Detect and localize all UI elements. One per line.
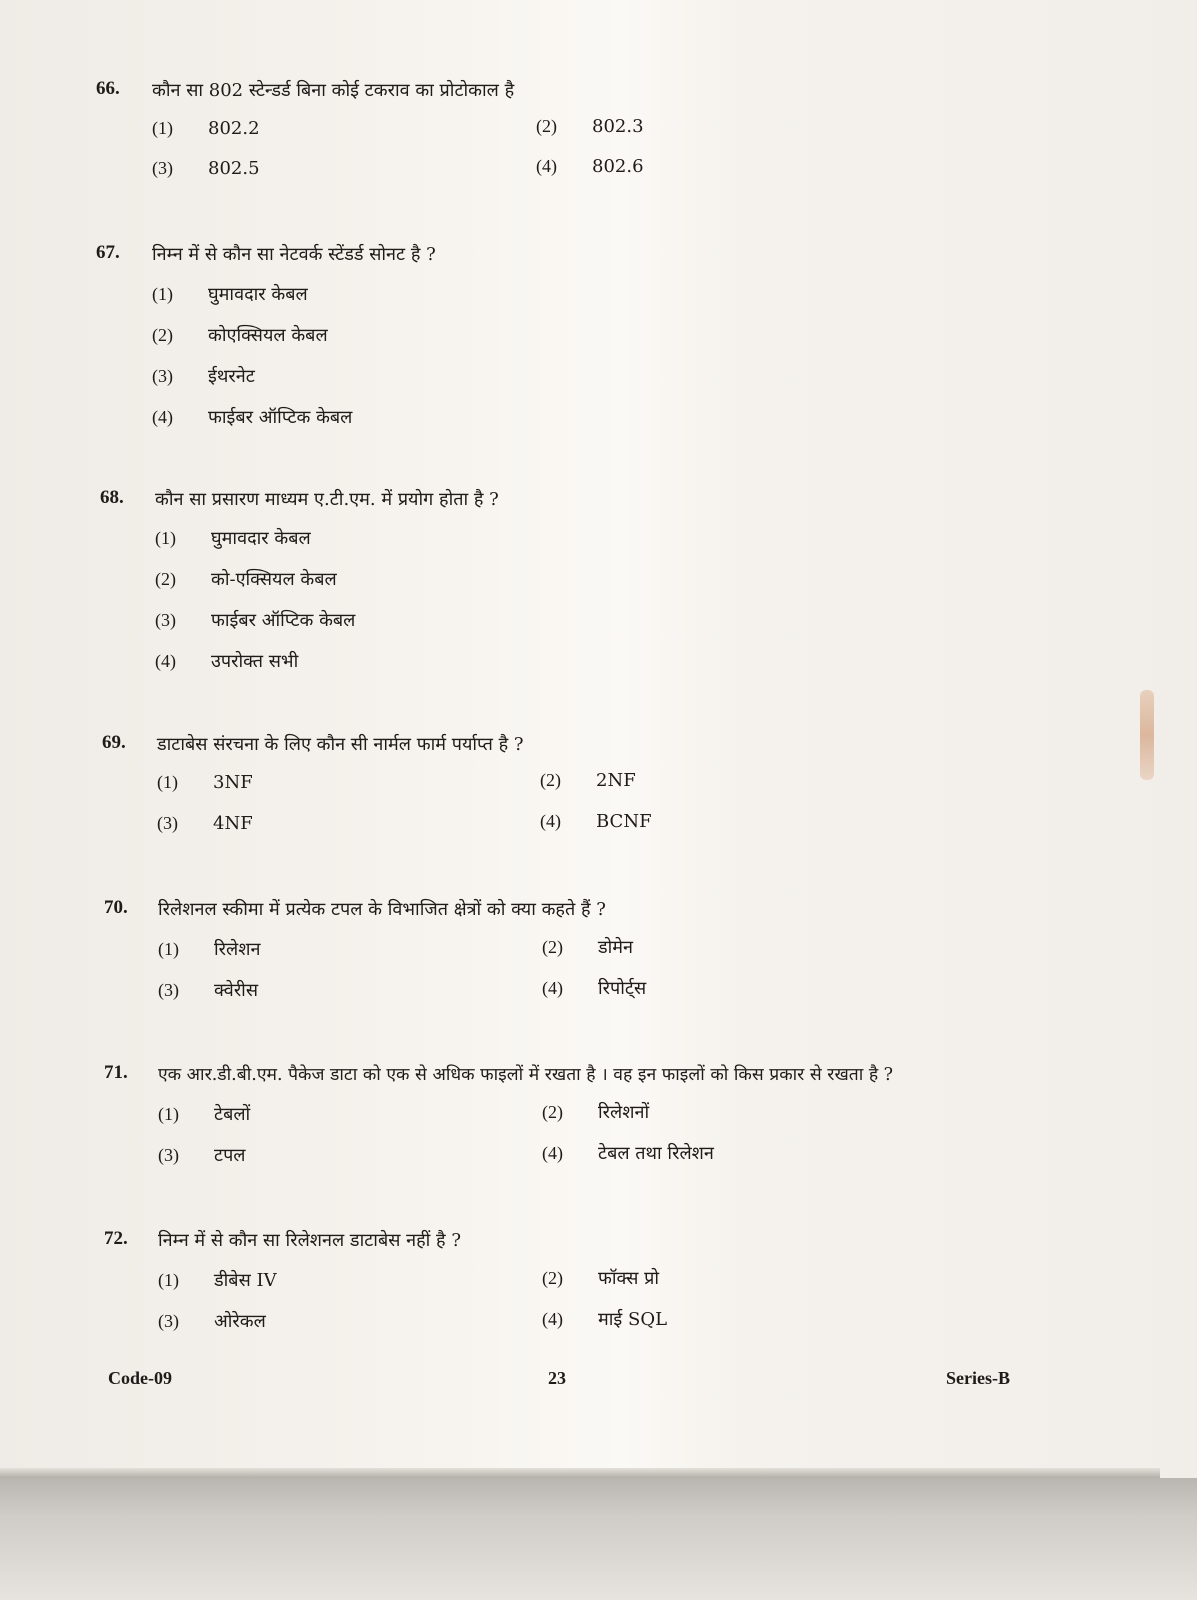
option-3: (3) ईथरनेट xyxy=(152,366,255,387)
option-1: (1) टेबलों xyxy=(158,1104,251,1125)
option-4: (4) माई SQL xyxy=(542,1309,668,1330)
question-text: निम्न में से कौन सा नेटवर्क स्टेंडर्ड सोनट है ? xyxy=(152,244,436,265)
option-3: (3) 802.5 xyxy=(152,158,260,179)
option-4: (4) रिपोर्ट्स xyxy=(542,978,647,999)
footer-page-number: 23 xyxy=(548,1368,566,1388)
option-2: (2) 2NF xyxy=(540,770,636,791)
question-number: 70. xyxy=(104,897,128,918)
option-3: (3) ओरेकल xyxy=(158,1311,266,1332)
option-3: (3) टपल xyxy=(158,1145,246,1166)
paper-stain xyxy=(1140,690,1154,780)
option-2: (2) डोमेन xyxy=(542,937,634,958)
question-text: निम्न में से कौन सा रिलेशनल डाटाबेस नहीं है ? xyxy=(158,1230,461,1251)
footer-code: Code-09 xyxy=(108,1368,172,1388)
scanner-shadow xyxy=(0,1478,1197,1600)
option-2: (2) कोएक्सियल केबल xyxy=(152,325,328,346)
option-3: (3) फाईबर ऑप्टिक केबल xyxy=(155,610,356,631)
question-text: रिलेशनल स्कीमा में प्रत्येक टपल के विभाजित क्षेत्रों को क्या कहते हैं ? xyxy=(158,899,606,920)
option-1: (1) 802.2 xyxy=(152,118,260,139)
option-4: (4) टेबल तथा रिलेशन xyxy=(542,1143,714,1164)
option-1: (1) 3NF xyxy=(157,772,253,793)
question-text: एक आर.डी.बी.एम. पैकेज डाटा को एक से अधिक फाइलों में रखता है । वह इन फाइलों को किस प्रकार से रखता है ? xyxy=(158,1065,894,1085)
option-4: (4) 802.6 xyxy=(536,156,644,177)
footer-series: Series-B xyxy=(946,1368,1010,1388)
question-number: 69. xyxy=(102,732,126,753)
option-2: (2) 802.3 xyxy=(536,116,644,137)
option-4: (4) उपरोक्त सभी xyxy=(155,651,299,672)
option-4: (4) फाईबर ऑप्टिक केबल xyxy=(152,407,353,428)
option-2: (2) रिलेशनों xyxy=(542,1102,650,1123)
question-text: डाटाबेस संरचना के लिए कौन सी नार्मल फार्म पर्याप्त है ? xyxy=(157,734,524,755)
question-number: 71. xyxy=(104,1062,128,1083)
option-3: (3) क्वेरीस xyxy=(158,980,259,1001)
option-2: (2) फॉक्स प्रो xyxy=(542,1268,660,1289)
option-3: (3) 4NF xyxy=(157,813,253,834)
question-text: कौन सा 802 स्टेन्डर्ड बिना कोई टकराव का प्रोटोकाल है xyxy=(152,80,515,101)
question-number: 67. xyxy=(96,242,120,263)
option-1: (1) रिलेशन xyxy=(158,939,261,960)
question-number: 72. xyxy=(104,1228,128,1249)
question-text: कौन सा प्रसारण माध्यम ए.टी.एम. में प्रयोग होता है ? xyxy=(155,489,499,510)
question-number: 68. xyxy=(100,487,124,508)
question-number: 66. xyxy=(96,78,120,99)
option-1: (1) घुमावदार केबल xyxy=(155,528,311,549)
option-1: (1) डीबेस IV xyxy=(158,1270,277,1291)
option-2: (2) को-एक्सियल केबल xyxy=(155,569,337,590)
option-4: (4) BCNF xyxy=(540,811,652,832)
option-1: (1) घुमावदार केबल xyxy=(152,284,308,305)
